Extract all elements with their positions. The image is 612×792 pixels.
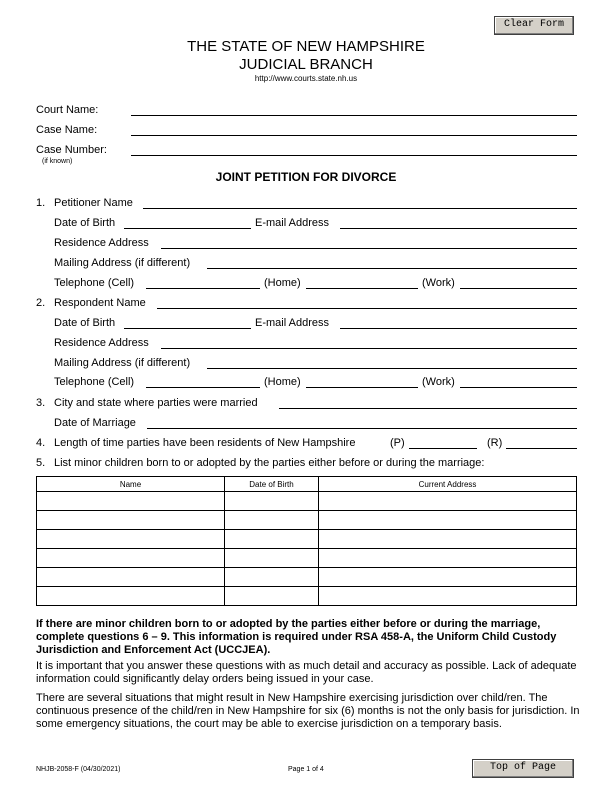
q4-number: 4. bbox=[36, 437, 46, 449]
page-number: Page 1 of 4 bbox=[288, 766, 324, 773]
court-name-field[interactable] bbox=[131, 115, 577, 116]
column-header-address: Current Address bbox=[319, 477, 577, 492]
residency-p-label: (P) bbox=[390, 437, 405, 449]
marriage-date-label: Date of Marriage bbox=[54, 417, 136, 429]
children-table-header bbox=[37, 477, 577, 492]
q2-number: 2. bbox=[36, 297, 46, 309]
marriage-city-field[interactable] bbox=[279, 408, 577, 409]
case-number-field[interactable] bbox=[131, 155, 577, 156]
child-name-cell[interactable] bbox=[37, 568, 225, 587]
marriage-city-label: City and state where parties were married bbox=[54, 397, 258, 409]
table-row bbox=[37, 568, 577, 587]
child-address-cell[interactable] bbox=[319, 587, 577, 606]
child-dob-cell[interactable] bbox=[225, 587, 319, 606]
table-row bbox=[37, 492, 577, 511]
respondent-dob-label: Date of Birth bbox=[54, 317, 116, 329]
child-dob-cell[interactable] bbox=[225, 511, 319, 530]
uccjea-notice: If there are minor children born to or adopted by the parties either before or during the marriage, complete questions 6 – 9. This information is required under RSA 458-A, the Uniform Child Custody Jurisdiction and Enforcement Act (UCCJEA). bbox=[36, 618, 557, 656]
court-url: http://www.courts.state.nh.us bbox=[254, 74, 358, 83]
child-name-cell[interactable] bbox=[37, 549, 225, 568]
q3-number: 3. bbox=[36, 397, 46, 409]
respondent-home-field[interactable] bbox=[306, 387, 418, 388]
child-name-cell[interactable] bbox=[37, 587, 225, 606]
form-id: NHJB-2058-F (04/30/2021) bbox=[36, 766, 121, 773]
petitioner-cell-field[interactable] bbox=[146, 288, 260, 289]
column-header-name: Name bbox=[37, 477, 225, 492]
children-table bbox=[36, 476, 577, 606]
child-address-cell[interactable] bbox=[319, 530, 577, 549]
petitioner-cell-label: Telephone (Cell) bbox=[54, 277, 135, 289]
respondent-residence-field[interactable] bbox=[161, 348, 577, 349]
petitioner-name-label: Petitioner Name bbox=[54, 197, 133, 209]
case-name-field[interactable] bbox=[131, 135, 577, 136]
child-name-cell[interactable] bbox=[37, 530, 225, 549]
petitioner-mailing-field[interactable] bbox=[207, 268, 577, 269]
residency-r-label: (R) bbox=[487, 437, 503, 449]
petitioner-mailing-label: Mailing Address (if different) bbox=[54, 257, 191, 269]
respondent-mailing-field[interactable] bbox=[207, 368, 577, 369]
petitioner-email-field[interactable] bbox=[340, 228, 577, 229]
child-address-cell[interactable] bbox=[319, 568, 577, 587]
respondent-name-label: Respondent Name bbox=[54, 297, 146, 309]
respondent-name-field[interactable] bbox=[157, 308, 577, 309]
q1-number: 1. bbox=[36, 197, 46, 209]
petitioner-work-label: (Work) bbox=[422, 277, 455, 289]
jurisdiction-paragraph: There are several situations that might result in New Hampshire exercising jurisdiction over child/ren. The continuous presence of the child/ren in New Hampshire for six (6) months is not the only basis for jurisdiction. In some emergency situations, the court may be able to exercise jurisdiction on a temporary basis. bbox=[36, 692, 580, 730]
marriage-date-field[interactable] bbox=[147, 428, 577, 429]
respondent-work-label: (Work) bbox=[422, 376, 455, 388]
child-dob-cell[interactable] bbox=[225, 492, 319, 511]
top-of-page-button[interactable]: Top of Page bbox=[472, 759, 574, 778]
child-dob-cell[interactable] bbox=[225, 530, 319, 549]
respondent-dob-field[interactable] bbox=[124, 328, 251, 329]
table-row bbox=[37, 511, 577, 530]
respondent-email-field[interactable] bbox=[340, 328, 577, 329]
petitioner-home-field[interactable] bbox=[306, 288, 418, 289]
petitioner-work-field[interactable] bbox=[460, 288, 577, 289]
state-heading: THE STATE OF NEW HAMPSHIRE bbox=[187, 38, 425, 55]
form-title: JOINT PETITION FOR DIVORCE bbox=[215, 170, 397, 184]
child-address-cell[interactable] bbox=[319, 492, 577, 511]
respondent-mailing-label: Mailing Address (if different) bbox=[54, 357, 191, 369]
residency-label: Length of time parties have been residents of New Hampshire bbox=[54, 437, 356, 449]
child-dob-cell[interactable] bbox=[225, 568, 319, 587]
child-name-cell[interactable] bbox=[37, 492, 225, 511]
petitioner-name-field[interactable] bbox=[143, 208, 577, 209]
residency-p-field[interactable] bbox=[409, 448, 477, 449]
if-known-note: (if known) bbox=[42, 158, 73, 165]
petitioner-residence-label: Residence Address bbox=[54, 237, 149, 249]
children-list-label: List minor children born to or adopted by the parties either before or during the marriage: bbox=[54, 457, 485, 469]
respondent-residence-label: Residence Address bbox=[54, 337, 149, 349]
residency-r-field[interactable] bbox=[506, 448, 577, 449]
petitioner-dob-field[interactable] bbox=[124, 228, 251, 229]
respondent-home-label: (Home) bbox=[264, 376, 301, 388]
petitioner-residence-field[interactable] bbox=[161, 248, 577, 249]
table-row bbox=[37, 549, 577, 568]
petitioner-home-label: (Home) bbox=[264, 277, 301, 289]
branch-heading: JUDICIAL BRANCH bbox=[239, 56, 373, 73]
case-number-label: Case Number: bbox=[36, 144, 107, 156]
column-header-dob: Date of Birth bbox=[225, 477, 319, 492]
respondent-work-field[interactable] bbox=[460, 387, 577, 388]
child-name-cell[interactable] bbox=[37, 511, 225, 530]
table-row bbox=[37, 587, 577, 606]
respondent-cell-label: Telephone (Cell) bbox=[54, 376, 135, 388]
q5-number: 5. bbox=[36, 457, 46, 469]
case-name-label: Case Name: bbox=[36, 124, 98, 136]
accuracy-paragraph: It is important that you answer these questions with as much detail and accuracy as possible. Lack of adequate information could significantly delay orders being issued in your case. bbox=[36, 660, 577, 685]
child-address-cell[interactable] bbox=[319, 511, 577, 530]
petitioner-dob-label: Date of Birth bbox=[54, 217, 116, 229]
clear-form-button[interactable]: Clear Form bbox=[494, 16, 574, 35]
child-address-cell[interactable] bbox=[319, 549, 577, 568]
respondent-email-label: E-mail Address bbox=[255, 317, 329, 329]
table-row bbox=[37, 530, 577, 549]
child-dob-cell[interactable] bbox=[225, 549, 319, 568]
respondent-cell-field[interactable] bbox=[146, 387, 260, 388]
petitioner-email-label: E-mail Address bbox=[255, 217, 329, 229]
court-name-label: Court Name: bbox=[36, 104, 99, 116]
